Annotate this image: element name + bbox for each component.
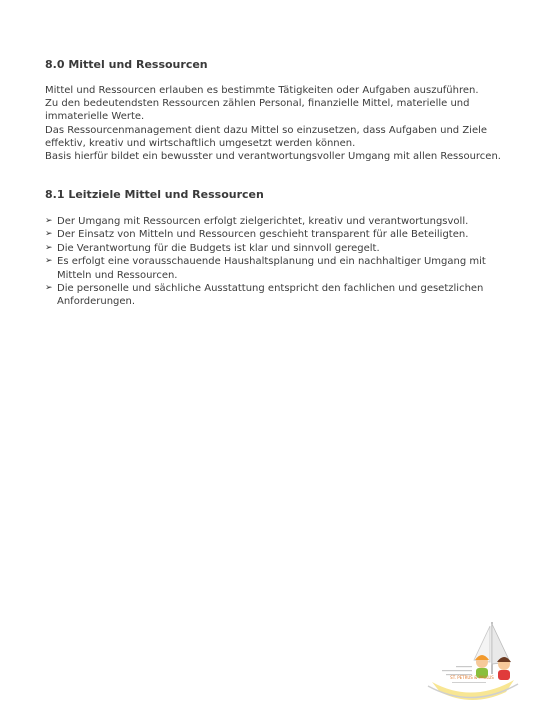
intro-paragraph xyxy=(45,84,515,163)
paragraph-line: Mittel und Ressourcen erlauben es bestimmte Tätigkeiten oder Aufgaben auszuführen. xyxy=(45,85,479,96)
list-item-text: Es erfolgt eine vorausschauende Haushaltsplanung und ein nachhaltiger Umgang mit Mitteln und Ressourcen. xyxy=(57,256,486,281)
logo-text-line xyxy=(452,682,486,683)
paragraph-line: Zu den bedeutendsten Ressourcen zählen Personal, finanzielle Mittel, materielle und xyxy=(45,98,470,110)
child-body-icon xyxy=(498,670,510,680)
list-item xyxy=(45,255,520,282)
list-item-text: Der Umgang mit Ressourcen erfolgt zielgerichtet, kreativ und verantwortungsvoll. xyxy=(57,216,469,227)
list-item xyxy=(45,215,520,228)
paragraph-line: Das Ressourcenmanagement dient dazu Mittel so einzusetzen, dass Aufgaben und Ziele xyxy=(45,124,488,136)
paragraph-line: Basis hierfür bildet ein bewusster und verantwortungsvoller Umgang mit allen Ressourcen. xyxy=(45,151,501,163)
section-heading-leitziele: 8.1 Leitziele Mittel und Ressourcen xyxy=(45,188,264,201)
arrow-bullet-icon: ➢ xyxy=(45,229,53,240)
list-item xyxy=(45,242,520,255)
arrow-bullet-icon: ➢ xyxy=(45,216,53,226)
list-item-text: Die personelle und sächliche Ausstattung entspricht den fachlichen und gesetzlichen Anforderungen. xyxy=(57,283,484,308)
list-item xyxy=(45,282,520,309)
list-item-text: Die Verantwortung für die Budgets ist klar und sinnvoll geregelt. xyxy=(57,242,380,254)
paragraph-line: effektiv, kreativ und wirtschaftlich umgesetzt werden können. xyxy=(45,137,356,149)
leitziele-list xyxy=(45,215,520,309)
list-item xyxy=(45,228,520,241)
logo-text-line xyxy=(442,670,472,671)
list-item-text: Der Einsatz von Mitteln und Ressourcen geschieht transparent für alle Beteiligten. xyxy=(57,229,469,241)
logo-text-line xyxy=(456,666,472,667)
arrow-bullet-icon: ➢ xyxy=(45,283,53,294)
section-heading-mittel-ressourcen: 8.0 Mittel und Ressourcen xyxy=(45,58,208,71)
logo-text: ST. PETRUS & PAULUS xyxy=(450,675,494,680)
kindergarten-logo xyxy=(422,612,522,712)
arrow-bullet-icon: ➢ xyxy=(45,242,53,253)
arrow-bullet-icon: ➢ xyxy=(45,256,53,267)
paragraph-line: immaterielle Werte. xyxy=(45,111,145,123)
